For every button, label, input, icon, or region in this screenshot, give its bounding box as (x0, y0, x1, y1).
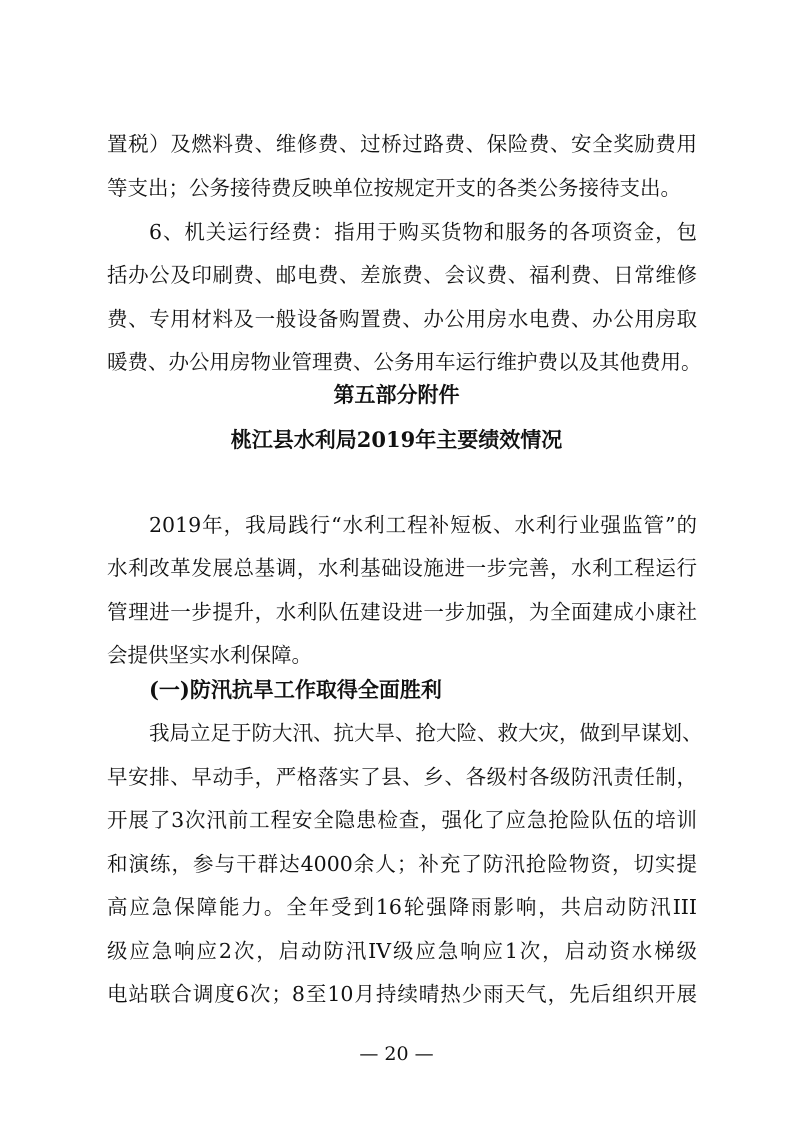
page-number: — 20 — (359, 1043, 434, 1065)
body-text-line: 级应急响应2次，启动防汛IV级应急响应1次，启动资水梯级 (107, 939, 697, 963)
body-text-line: 高应急保障能力。全年受到16轮强降雨影响，共启动防汛III (107, 895, 697, 919)
body-text-line: 2019年，我局践行“水利工程补短板、水利行业强监管”的 (149, 513, 697, 537)
body-text-line: 会提供坚实水利保障。 (107, 643, 312, 667)
body-text-line: 置税）及燃料费、维修费、过桥过路费、保险费、安全奖励费用 (107, 132, 697, 156)
body-text-line: 管理进一步提升，水利队伍建设进一步加强，为全面建成小康社 (107, 600, 697, 624)
body-text-line: 费、专用材料及一般设备购置费、办公用房水电费、办公用房取 (107, 307, 697, 331)
body-text-line: 6、机关运行经费：指用于购买货物和服务的各项资金，包 (149, 220, 697, 244)
report-title: 桃江县水利局2019年主要绩效情况 (230, 427, 563, 452)
body-text-line: 括办公及印刷费、邮电费、差旅费、会议费、福利费、日常维修 (107, 263, 697, 287)
section-heading: 第五部分附件 (333, 382, 460, 407)
body-text-line: 开展了3次汛前工程安全隐患检查，强化了应急抢险队伍的培训 (107, 808, 697, 832)
body-text-line: 暖费、办公用房物业管理费、公务用车运行维护费以及其他费用。 (107, 350, 702, 374)
body-text-line: 等支出；公务接待费反映单位按规定开支的各类公务接待支出。 (107, 176, 681, 200)
body-text-line: 我局立足于防大汛、抗大旱、抢大险、救大灾，做到早谋划、 (149, 721, 703, 745)
subsection-heading: (一)防汛抗旱工作取得全面胜利 (149, 677, 442, 702)
body-text-line: 和演练，参与干群达4000余人；补充了防汛抢险物资，切实提 (107, 852, 697, 876)
body-text-line: 早安排、早动手，严格落实了县、乡、各级村各级防汛责任制， (107, 765, 697, 789)
body-text-line: 电站联合调度6次；8至10月持续晴热少雨天气，先后组织开展 (107, 982, 697, 1006)
body-text-line: 水利改革发展总基调，水利基础设施进一步完善，水利工程运行 (107, 556, 697, 580)
